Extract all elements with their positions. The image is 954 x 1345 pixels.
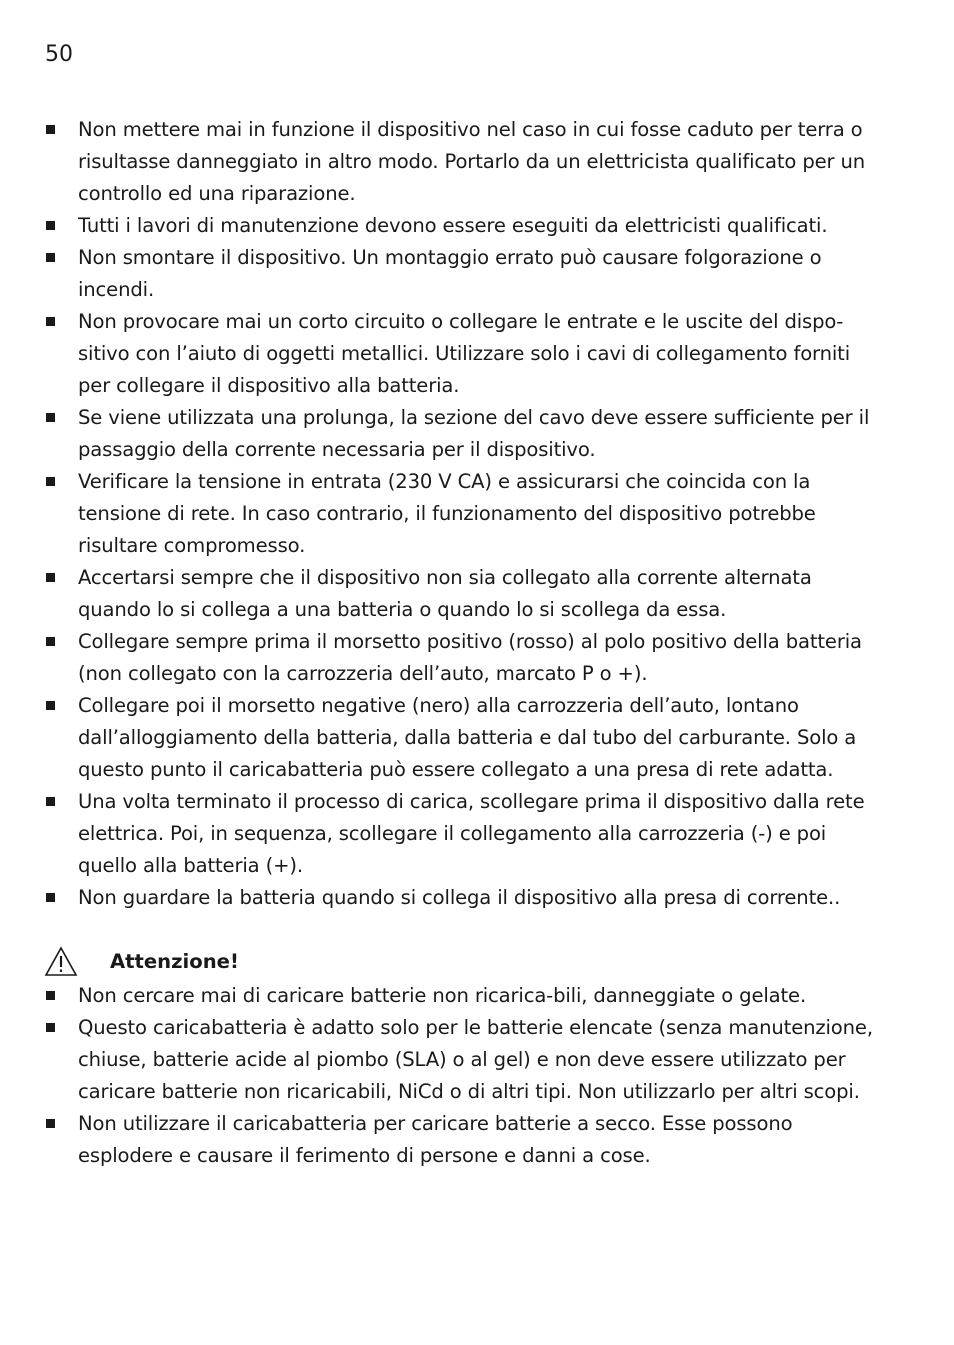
warning-triangle-icon — [44, 946, 78, 978]
list-item: Non smontare il dispositivo. Un montaggio errato può causare folgorazione o incendi. — [44, 242, 874, 306]
list-item: Non provocare mai un corto circuito o collegare le entrate e le uscite del dispositivo con l’aiuto di oggetti metallici. Utilizzare solo i cavi di collegamento forniti per collegare il dispositivo alla batteria. — [44, 306, 874, 402]
list-item: Non guardare la batteria quando si collega il dispositivo alla presa di corrente.. — [44, 882, 874, 914]
list-item: Non mettere mai in funzione il dispositivo nel caso in cui fosse caduto per terra o risultasse danneggiato in altro modo. Portarlo da un elettricista qualificato per un controllo ed una riparazione. — [44, 114, 874, 210]
list-item: Verificare la tensione in entrata (230 V CA) e assicurarsi che coincida con la tensione di rete. In caso contrario, il funzionamento del dispositivo potrebbe risultare compromesso. — [44, 466, 874, 562]
warning-heading — [44, 946, 239, 978]
list-item: Collegare poi il morsetto negative (nero) alla carrozzeria dell’auto, lontano dall’alloggiamento della batteria, dalla batteria e dal tubo del carburante. Solo a questo punto il caricabatteria può essere collegato a una presa di rete adatta. — [44, 690, 874, 786]
page-number: 50 — [45, 42, 73, 67]
list-item: Una volta terminato il processo di carica, scollegare prima il dispositivo dalla rete elettrica. Poi, in sequenza, scollegare il collegamento alla carrozzeria (-) e poi quello alla batteria (+). — [44, 786, 874, 882]
warning-title: Attenzione! — [110, 950, 239, 973]
list-item: Questo caricabatteria è adatto solo per le batterie elencate (senza manutenzione, chiuse, batterie acide al piombo (SLA) o al gel) e non deve essere utilizzato per caricare batterie non ricaricabili, NiCd o di altri tipi. Non utilizzarlo per altri scopi. — [44, 1012, 874, 1108]
warning-list — [44, 980, 874, 1172]
list-item: Collegare sempre prima il morsetto positivo (rosso) al polo positivo della batteria (non collegato con la carrozzeria dell’auto, marcato P o +). — [44, 626, 874, 690]
list-item: Se viene utilizzata una prolunga, la sezione del cavo deve essere sufficiente per il passaggio della corrente necessaria per il dispositivo. — [44, 402, 874, 466]
list-item: Tutti i lavori di manutenzione devono essere eseguiti da elettricisti qualificati. — [44, 210, 874, 242]
list-item: Non utilizzare il caricabatteria per caricare batterie a secco. Esse possono esplodere e causare il ferimento di persone e danni a cose. — [44, 1108, 874, 1172]
safety-instructions-list — [44, 114, 874, 914]
list-item: Non cercare mai di caricare batterie non ricarica-bili, danneggiate o gelate. — [44, 980, 874, 1012]
list-item: Accertarsi sempre che il dispositivo non sia collegato alla corrente alternata quando lo si collega a una batteria o quando lo si scollega da essa. — [44, 562, 874, 626]
